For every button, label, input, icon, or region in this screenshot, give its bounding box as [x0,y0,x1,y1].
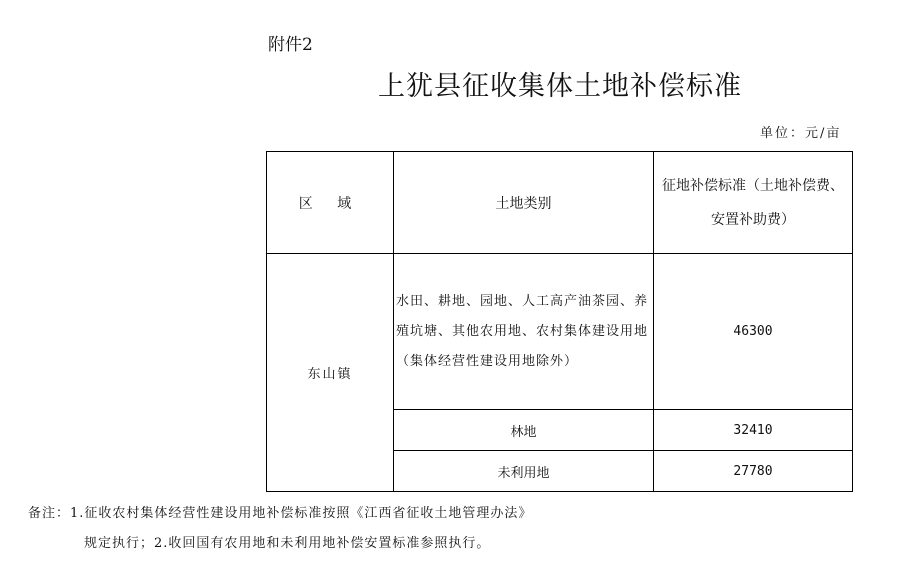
region-cell: 东山镇 [267,254,394,492]
standard-value-cell: 32410 [654,410,853,451]
land-type-cell: 林地 [394,410,654,451]
standard-value-cell: 46300 [654,254,853,410]
land-type-cell: 未利用地 [394,451,654,492]
unit-label: 单位：元/亩 [760,126,842,141]
attachment-label: 附件2 [268,35,313,55]
page-title: 上犹县征收集体土地补偿标准 [378,71,742,102]
land-type-cell: 水田、耕地、园地、人工高产油茶园、养殖坑塘、其他农用地、农村集体建设用地（集体经营性建设用地除外） [394,254,654,410]
header-standard: 征地补偿标准（土地补偿费、安置补助费） [654,152,853,254]
compensation-table [266,151,853,492]
standard-value-cell: 27780 [654,451,853,492]
table-header-row [267,152,853,254]
header-region: 区 域 [267,152,394,254]
footnote-line-1: 备注：1.征收农村集体经营性建设用地补偿标准按照《江西省征收土地管理办法》 [28,506,533,521]
header-land-type: 土地类别 [394,152,654,254]
footnote-line-2: 规定执行；2.收回国有农用地和未利用地补偿安置标准参照执行。 [84,536,491,551]
table-row [267,254,853,410]
footnote [28,499,532,559]
